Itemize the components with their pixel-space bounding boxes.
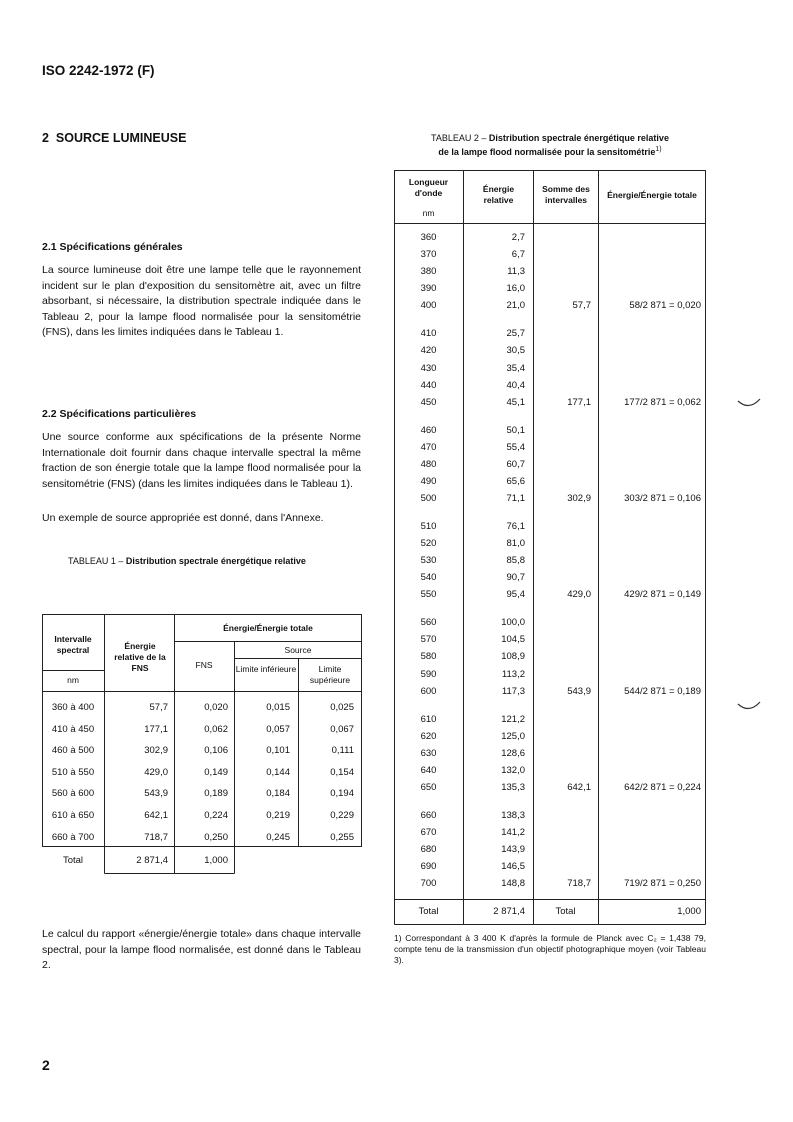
t1-cell-fns: 0,250	[204, 831, 228, 843]
t1-total-label: Total	[62, 855, 84, 866]
t1-header-ratio: Énergie/Énergie totale	[223, 623, 313, 633]
t2-cell-wavelength: 700	[420, 878, 437, 890]
t1-cell-energy: 177,1	[144, 723, 168, 735]
t2-cell-energy: 21,0	[506, 300, 525, 312]
t2-cell-energy: 40,4	[506, 379, 525, 391]
t1-cell-fns: 0,149	[204, 766, 228, 778]
subsection-2-1-text: La source lumineuse doit être une lampe telle que le rayonnement incident sur le plan d'exposition du sensitomètre ait, avec un filtre absorbant, si nécessaire, la distribution spectrale indiquée dans le Tableau 2, pour la lampe flood normalisée pour la sensitométrie (FNS), dans les limites indiquées dans le Tableau 1.	[42, 264, 361, 338]
t2-cell-energy: 85,8	[506, 555, 525, 567]
t2-cell-energy: 11,3	[507, 266, 525, 278]
t2-total-ratio: 1,000	[677, 906, 701, 917]
t2-cell-energy: 148,8	[501, 878, 525, 890]
t2-cell-energy: 141,2	[501, 826, 525, 838]
t1-total-energy: 2 871,4	[136, 855, 168, 866]
t2-cell-energy: 125,0	[501, 730, 525, 742]
t1-header-source: Source	[284, 645, 312, 655]
t2-cell-energy: 60,7	[506, 458, 525, 470]
t2-cell-wavelength: 380	[420, 266, 437, 278]
t2-cell-energy: 30,5	[506, 345, 525, 357]
t1-cell-fns: 0,106	[204, 745, 228, 757]
t2-cell-energy: 6,7	[511, 249, 525, 261]
t2-cell-wavelength: 410	[420, 328, 437, 340]
t2-cell-energy: 132,0	[501, 764, 525, 776]
t2-total-label: Total	[418, 906, 439, 917]
t1-cell-upper: 0,255	[330, 831, 354, 843]
t2-cell-wavelength: 640	[420, 764, 437, 776]
t2-cell-wavelength: 520	[420, 538, 437, 549]
t2-cell-energy: 138,3	[501, 809, 525, 821]
t1-cell-upper: 0,229	[330, 810, 354, 821]
t2-cell-wavelength: 650	[420, 781, 437, 793]
t2-cell-wavelength: 430	[420, 362, 437, 374]
t1-cell-lower: 0,219	[266, 810, 290, 821]
t1-total-fns: 1,000	[204, 855, 228, 866]
t1-cell-upper: 0,194	[330, 788, 354, 800]
t2-cell-energy: 104,5	[501, 634, 525, 646]
t2-cell-energy: 113,2	[501, 668, 525, 680]
subsection-2-2-title: 2.2 Spécifications particulières	[42, 408, 197, 420]
t1-cell-lower: 0,144	[266, 766, 290, 778]
t2-cell-energy: 108,9	[501, 651, 525, 663]
t2-cell-energy: 95,4	[506, 589, 525, 601]
t2-cell-energy: 50,1	[506, 424, 525, 436]
t1-cell-fns: 0,062	[204, 723, 228, 735]
t2-cell-energy: 71,1	[506, 493, 525, 504]
t2-cell-wavelength: 600	[420, 685, 437, 697]
t1-cell-interval: 410 à 450	[51, 723, 95, 735]
t2-cell-ratio: 719/2 871 = 0,250	[624, 878, 701, 890]
t2-cell-wavelength: 670	[420, 826, 437, 838]
table1-caption	[68, 556, 306, 566]
table1-caption-title: Distribution spectrale énergétique relative	[125, 556, 306, 566]
t2-cell-wavelength: 560	[420, 617, 437, 629]
subsection-2-1-title: 2.1 Spécifications générales	[42, 241, 183, 253]
page-number: 2	[42, 1057, 50, 1073]
t1-header-lower: Limite inférieure	[235, 664, 297, 674]
t1-cell-energy: 302,9	[144, 745, 168, 757]
t1-header-upper: Limite supérieure	[309, 664, 351, 685]
t2-cell-energy: 117,3	[501, 685, 525, 697]
t1-cell-lower: 0,184	[266, 788, 290, 800]
t2-cell-wavelength: 370	[420, 249, 437, 261]
t2-cell-sum: 642,1	[567, 781, 591, 793]
t2-header-wavelength: Longueur d'onde	[408, 177, 449, 198]
t2-cell-sum: 302,9	[567, 493, 591, 504]
t2-cell-wavelength: 690	[420, 861, 437, 873]
t2-cell-energy: 16,0	[506, 283, 525, 295]
t2-cell-wavelength: 570	[420, 634, 437, 646]
subsection-2-2-annex-note: Un exemple de source appropriée est donné, dans l'Annexe.	[42, 512, 324, 524]
t1-cell-interval: 510 à 550	[51, 766, 95, 778]
t2-cell-energy: 35,4	[506, 362, 525, 374]
table2-footnote: 1) Correspondant à 3 400 K d'après la formule de Planck avec C₂ = 1,438 79, compte tenu de la transmission d'un objectif photographique moyen (voir Tableau 3).	[394, 933, 706, 965]
t2-cell-wavelength: 480	[420, 458, 437, 470]
t2-cell-energy: 45,1	[506, 396, 525, 408]
t2-cell-ratio: 642/2 871 = 0,224	[624, 781, 701, 793]
t2-cell-wavelength: 620	[420, 730, 437, 742]
table2-caption-title: Distribution spectrale énergétique relative	[488, 133, 669, 143]
t2-cell-wavelength: 590	[420, 668, 437, 680]
t2-cell-ratio: 544/2 871 = 0,189	[624, 685, 701, 697]
t2-cell-energy: 90,7	[506, 572, 525, 584]
t2-cell-energy: 135,3	[501, 781, 525, 793]
t2-cell-wavelength: 470	[420, 441, 437, 453]
t2-cell-wavelength: 630	[420, 747, 437, 759]
t1-cell-interval: 360 à 400	[51, 702, 95, 713]
section-number: 2	[42, 131, 49, 145]
t1-cell-fns: 0,189	[204, 788, 228, 800]
t2-cell-sum: 429,0	[567, 589, 591, 601]
t1-cell-lower: 0,057	[266, 723, 290, 735]
t1-header-nm: nm	[67, 675, 79, 685]
t2-cell-energy: 100,0	[501, 617, 525, 629]
margin-mark-1	[737, 397, 761, 409]
t2-header-nm: nm	[422, 208, 435, 218]
t2-cell-ratio: 303/2 871 = 0,106	[624, 493, 701, 504]
t2-cell-wavelength: 360	[420, 232, 437, 243]
t2-cell-wavelength: 450	[420, 396, 437, 408]
t2-header-energy: Énergie relative	[482, 184, 515, 205]
t1-cell-interval: 660 à 700	[51, 831, 95, 843]
t2-cell-sum: 718,7	[567, 878, 591, 890]
t2-cell-wavelength: 540	[420, 572, 437, 584]
t1-cell-energy: 543,9	[144, 788, 168, 800]
t2-cell-wavelength: 400	[420, 300, 437, 312]
t2-cell-energy: 55,4	[506, 441, 525, 453]
t2-cell-ratio: 429/2 871 = 0,149	[624, 589, 701, 601]
t2-cell-sum: 543,9	[567, 685, 591, 697]
t1-cell-energy: 57,7	[149, 702, 168, 713]
t2-header-ratio: Énergie/Énergie totale	[607, 190, 697, 200]
t1-cell-lower: 0,101	[266, 745, 290, 757]
t2-cell-wavelength: 510	[420, 520, 437, 532]
t2-cell-energy: 81,0	[506, 538, 525, 549]
t2-cell-wavelength: 390	[420, 283, 437, 295]
t1-cell-energy: 718,7	[144, 831, 168, 843]
t2-cell-ratio: 58/2 871 = 0,020	[629, 300, 701, 312]
section-title	[42, 131, 186, 145]
t1-cell-energy: 642,1	[144, 810, 168, 821]
table1	[42, 614, 362, 874]
t2-cell-energy: 143,9	[501, 844, 525, 855]
t2-cell-sum: 57,7	[572, 300, 591, 312]
t2-cell-ratio: 177/2 871 = 0,062	[624, 396, 701, 408]
table1-caption-prefix: TABLEAU 1 –	[68, 556, 126, 566]
t2-cell-wavelength: 530	[420, 555, 437, 567]
t1-header-energy: Énergie relative de la FNS	[114, 641, 166, 673]
t2-cell-wavelength: 610	[420, 713, 437, 725]
t2-cell-energy: 121,2	[501, 713, 525, 725]
t1-header-fns: FNS	[195, 660, 213, 670]
t2-cell-energy: 128,6	[501, 747, 525, 759]
table2-caption-line1	[394, 132, 706, 144]
table2-caption-subtitle: de la lampe flood normalisée pour la sensitométrie	[438, 147, 656, 157]
t2-cell-wavelength: 660	[420, 809, 437, 821]
t1-header-interval: Intervalle spectral	[54, 634, 92, 655]
t2-cell-energy: 146,5	[501, 861, 525, 873]
table2-caption-line2	[394, 144, 706, 158]
t2-cell-wavelength: 460	[420, 424, 437, 436]
t1-cell-energy: 429,0	[144, 766, 168, 778]
t1-cell-fns: 0,224	[204, 810, 228, 821]
t1-cell-lower: 0,245	[266, 831, 290, 843]
t2-cell-energy: 76,1	[506, 520, 525, 532]
t2-cell-energy: 2,7	[511, 232, 525, 243]
t2-total-energy: 2 871,4	[493, 906, 525, 917]
t2-cell-energy: 25,7	[506, 328, 525, 340]
t1-cell-interval: 560 à 600	[51, 788, 95, 800]
t2-cell-sum: 177,1	[567, 396, 591, 408]
table2	[394, 170, 706, 925]
table2-caption-footnote-ref: 1)	[655, 146, 662, 153]
t2-cell-wavelength: 680	[420, 844, 437, 855]
t1-cell-lower: 0,015	[266, 702, 290, 713]
t1-cell-upper: 0,067	[330, 723, 354, 735]
table2-caption-prefix: TABLEAU 2 –	[431, 133, 489, 143]
t2-cell-wavelength: 500	[420, 493, 437, 504]
t1-cell-upper: 0,025	[330, 702, 354, 713]
document-header: ISO 2242-1972 (F)	[42, 63, 155, 78]
t1-cell-upper: 0,154	[330, 766, 354, 778]
t2-cell-wavelength: 420	[420, 345, 437, 357]
t2-cell-energy: 65,6	[506, 475, 525, 487]
t1-cell-interval: 460 à 500	[51, 745, 95, 757]
t2-cell-wavelength: 440	[420, 379, 437, 391]
t1-cell-upper: 0,111	[331, 745, 354, 757]
t2-total-sum-label: Total	[555, 906, 576, 917]
subsection-2-2-text: Une source conforme aux spécifications de la présente Norme Internationale doit fournir dans chaque intervalle spectral la même fraction de son énergie totale que la lampe flood normalisée pour la sensitométrie (FNS) (dans les limites indiquées dans le Tableau 1).	[42, 431, 361, 490]
t1-cell-fns: 0,020	[204, 702, 228, 713]
table2-caption	[394, 132, 706, 158]
margin-mark-2	[737, 700, 761, 712]
closing-paragraph: Le calcul du rapport «énergie/énergie totale» dans chaque intervalle spectral, pour la lampe flood normalisée, est donné dans le Tableau 2.	[42, 928, 361, 971]
t1-cell-interval: 610 à 650	[51, 810, 95, 821]
t2-cell-wavelength: 550	[420, 589, 437, 601]
t2-cell-wavelength: 490	[420, 475, 437, 487]
section-title-text: SOURCE LUMINEUSE	[55, 131, 187, 145]
t2-header-sum: Somme des intervalles	[542, 184, 590, 205]
t2-cell-wavelength: 580	[420, 651, 437, 663]
